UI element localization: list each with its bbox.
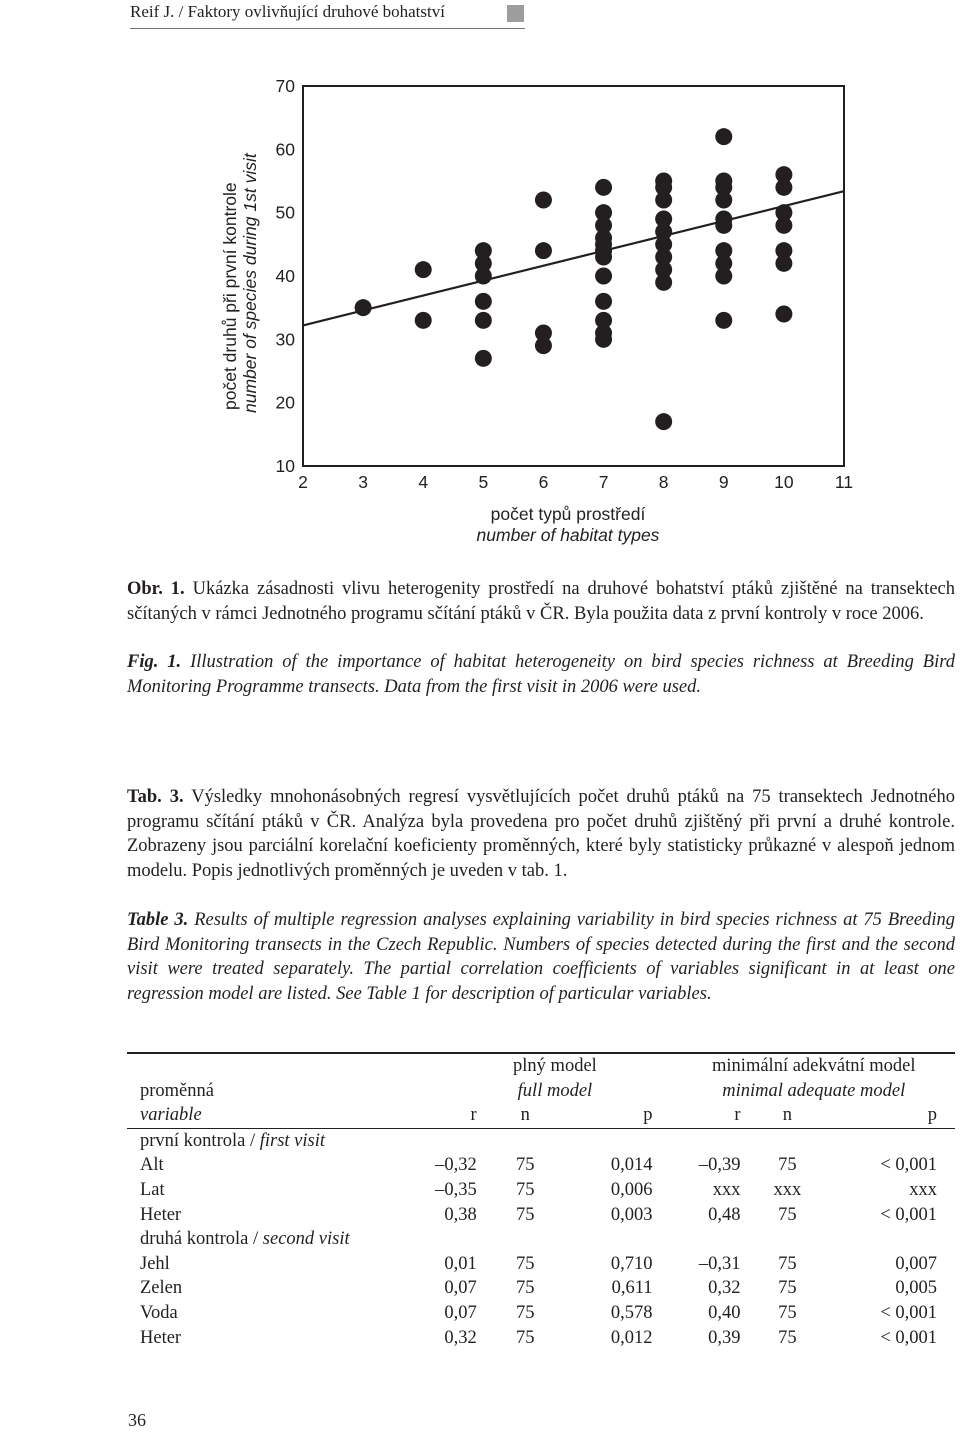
cell-r-min: 0,32 bbox=[708, 1278, 741, 1299]
cell-p-full: 0,611 bbox=[611, 1278, 653, 1299]
header-p-min: p bbox=[834, 1103, 955, 1128]
x-tick-label: 9 bbox=[718, 472, 729, 492]
y-tick-labels bbox=[276, 76, 296, 476]
cell-n-full: 75 bbox=[516, 1302, 535, 1323]
cell-r-full: 0,32 bbox=[444, 1327, 477, 1348]
page-number: 36 bbox=[128, 1410, 146, 1430]
cell-p-full: 0,014 bbox=[610, 1155, 653, 1176]
data-point bbox=[775, 306, 792, 323]
header-min-model-cz: minimální adekvátní model bbox=[653, 1053, 955, 1079]
cell-r-min: –0,39 bbox=[698, 1155, 741, 1176]
data-point bbox=[595, 179, 612, 196]
group-label-cz: druhá kontrola / bbox=[140, 1229, 263, 1250]
x-tick-label: 5 bbox=[478, 472, 489, 492]
cell-n-min: 75 bbox=[778, 1253, 797, 1274]
table-row bbox=[127, 1203, 955, 1228]
data-point bbox=[415, 261, 432, 278]
cell-p-min: < 0,001 bbox=[880, 1302, 937, 1323]
cell-p-min: < 0,001 bbox=[880, 1155, 937, 1176]
cell-variable: Zelen bbox=[140, 1278, 183, 1299]
x-tick-labels bbox=[298, 472, 853, 492]
data-point bbox=[415, 312, 432, 329]
data-point bbox=[775, 179, 792, 196]
cell-r-full: 0,07 bbox=[444, 1302, 477, 1323]
data-point bbox=[355, 299, 372, 316]
y-tick-label: 40 bbox=[275, 266, 295, 286]
x-tick-label: 4 bbox=[418, 472, 429, 492]
x-tick-label: 8 bbox=[658, 472, 669, 492]
cell-p-min: 0,005 bbox=[895, 1278, 937, 1299]
running-header: Reif J. / Faktory ovlivňující druhové bohatství bbox=[130, 2, 445, 21]
cell-r-min: 0,39 bbox=[708, 1327, 741, 1348]
table-caption-text-en: Results of multiple regression analyses explaining variability in bird species richness at 75 Breeding Bird Monitoring transects in the Czech Republic. Numbers of species detected during the first and the second visit were treated separately. The partial correlation coefficients of variables significant in at least one regression model are listed. See Table 1 for description of particular variables. bbox=[127, 910, 955, 1004]
x-tick-label: 3 bbox=[358, 472, 368, 492]
cell-r-full: 0,01 bbox=[444, 1253, 477, 1274]
table-row bbox=[127, 1178, 955, 1203]
cell-variable: Lat bbox=[140, 1179, 165, 1200]
data-point bbox=[715, 268, 732, 285]
header-min-model-en: minimal adequate model bbox=[722, 1080, 906, 1101]
cell-n-min: 75 bbox=[778, 1302, 797, 1323]
data-point bbox=[775, 255, 792, 272]
header-n: n bbox=[477, 1103, 574, 1128]
regression-line bbox=[303, 191, 844, 325]
cell-p-min: xxx bbox=[909, 1179, 937, 1200]
x-axis-label-cz: počet typů prostředí bbox=[490, 504, 646, 524]
table-caption-cz bbox=[127, 785, 955, 883]
data-point bbox=[475, 293, 492, 310]
cell-n-full: 75 bbox=[516, 1204, 535, 1225]
x-tick-label: 10 bbox=[774, 472, 794, 492]
cell-p-min: < 0,001 bbox=[880, 1327, 937, 1348]
x-tick-label: 6 bbox=[538, 472, 549, 492]
header-full-model-en: full model bbox=[517, 1080, 593, 1101]
data-point bbox=[715, 192, 732, 209]
y-tick-label: 70 bbox=[275, 76, 295, 96]
data-point bbox=[475, 312, 492, 329]
caption-label-cz: Obr. 1. bbox=[127, 579, 185, 599]
cell-n-full: 75 bbox=[516, 1179, 535, 1200]
cell-n-full: 75 bbox=[516, 1155, 535, 1176]
first-visit-rows bbox=[127, 1153, 955, 1227]
group-label-en: first visit bbox=[259, 1130, 325, 1151]
group-row-second-visit bbox=[127, 1227, 955, 1252]
y-tick-label: 50 bbox=[275, 202, 295, 223]
group-label-cz: první kontrola / bbox=[140, 1130, 260, 1151]
data-point bbox=[715, 128, 732, 145]
cell-n-min: 75 bbox=[778, 1278, 797, 1299]
header-r-min: r bbox=[653, 1103, 741, 1128]
cell-p-full: 0,710 bbox=[610, 1253, 653, 1274]
y-axis-label-en: number of species during 1st visit bbox=[240, 153, 260, 413]
cell-n-full: 75 bbox=[516, 1253, 535, 1274]
cell-r-full: –0,35 bbox=[435, 1179, 477, 1200]
cell-n-min: 75 bbox=[778, 1155, 797, 1176]
plot-frame bbox=[303, 86, 844, 466]
data-point bbox=[595, 293, 612, 310]
cell-variable: Alt bbox=[140, 1155, 164, 1176]
header-variable-cz: proměnná bbox=[140, 1080, 214, 1101]
data-point bbox=[535, 337, 552, 354]
cell-r-min: –0,31 bbox=[698, 1253, 741, 1274]
caption-text-cz: Ukázka zásadnosti vlivu heterogenity prostředí na druhové bohatství ptáků zjištěné na transektech sčítaných v rámci Jednotného programu sčítání ptáků v ČR. Byla použita data z první kontroly v roce 2006. bbox=[127, 579, 955, 624]
data-points bbox=[355, 128, 793, 430]
y-tick-label: 10 bbox=[275, 456, 295, 476]
cell-r-full: –0,32 bbox=[435, 1155, 477, 1176]
cell-n-min: 75 bbox=[778, 1327, 797, 1348]
data-point bbox=[655, 413, 672, 430]
y-tick-label: 60 bbox=[275, 139, 295, 160]
table-label-en: Table 3. bbox=[127, 910, 189, 930]
header-variable-en: variable bbox=[127, 1103, 427, 1128]
caption-text-en: Illustration of the importance of habitat heterogeneity on bird species richness at Breeding Bird Monitoring Programme transects. Data from the first visit in 2006 were used. bbox=[127, 652, 956, 697]
table-header-row-3 bbox=[127, 1103, 955, 1128]
cell-variable: Voda bbox=[140, 1302, 178, 1323]
cell-p-full: 0,003 bbox=[610, 1204, 653, 1225]
header-n-min: n bbox=[741, 1103, 835, 1128]
data-point bbox=[535, 192, 552, 209]
x-axis-label-en: number of habitat types bbox=[476, 525, 660, 545]
x-tick-label: 11 bbox=[834, 472, 854, 492]
cell-r-min: 0,48 bbox=[708, 1204, 741, 1225]
cell-p-full: 0,578 bbox=[610, 1302, 653, 1323]
data-point bbox=[535, 242, 552, 259]
scatter-chart bbox=[0, 0, 960, 560]
table-row bbox=[127, 1153, 955, 1178]
cell-r-min: xxx bbox=[712, 1179, 741, 1200]
figure-caption-en bbox=[127, 650, 955, 699]
header-p: p bbox=[574, 1103, 653, 1128]
data-point bbox=[655, 274, 672, 291]
table-header-row-2 bbox=[127, 1079, 955, 1104]
figure-caption-cz bbox=[127, 577, 955, 626]
header-full-model-cz: plný model bbox=[427, 1053, 652, 1079]
cell-variable: Jehl bbox=[140, 1253, 170, 1274]
table-row bbox=[127, 1276, 955, 1301]
x-tick-label: 7 bbox=[598, 472, 609, 492]
x-tick-label: 2 bbox=[298, 472, 308, 492]
table-row bbox=[127, 1326, 955, 1351]
cell-r-full: 0,07 bbox=[444, 1278, 477, 1299]
y-axis-label-cz: počet druhů při první kontrole bbox=[220, 182, 240, 410]
data-point bbox=[655, 192, 672, 209]
cell-variable: Heter bbox=[140, 1327, 182, 1348]
table-caption-en bbox=[127, 908, 955, 1006]
header-r: r bbox=[427, 1103, 476, 1128]
group-label-en: second visit bbox=[262, 1229, 350, 1250]
caption-label-en: Fig. 1. bbox=[127, 652, 182, 672]
group-row-first-visit bbox=[127, 1128, 955, 1153]
table-caption-text-cz: Výsledky mnohonásobných regresí vysvětlujících počet druhů ptáků na 75 transektech Jednotného programu sčítání ptáků v ČR. Analýza byla provedena pro počet druhů zjištěný při první a druhé kontrole. Zobrazeny jsou parciální korelační koeficienty proměnných, které byly statisticky průkazné v alespoň jednom modelu. Popis jednotlivých proměnných je uveden v tab. 1. bbox=[127, 787, 955, 881]
data-point bbox=[475, 350, 492, 367]
results-table bbox=[127, 1052, 955, 1350]
table-label-cz: Tab. 3. bbox=[127, 787, 184, 807]
cell-p-min: 0,007 bbox=[895, 1253, 937, 1274]
second-visit-rows bbox=[127, 1252, 955, 1350]
cell-variable: Heter bbox=[140, 1204, 182, 1225]
cell-n-min: 75 bbox=[778, 1204, 797, 1225]
y-tick-label: 20 bbox=[275, 392, 295, 413]
data-point bbox=[715, 312, 732, 329]
cell-p-full: 0,006 bbox=[610, 1179, 653, 1200]
cell-n-full: 75 bbox=[516, 1327, 535, 1348]
table-row bbox=[127, 1252, 955, 1277]
cell-p-full: 0,012 bbox=[610, 1327, 653, 1348]
y-tick-label: 30 bbox=[275, 329, 295, 350]
data-point bbox=[595, 268, 612, 285]
cell-r-full: 0,38 bbox=[444, 1204, 477, 1225]
data-point bbox=[595, 331, 612, 348]
table-header-row-1 bbox=[127, 1053, 955, 1079]
cell-n-full: 75 bbox=[516, 1278, 535, 1299]
cell-p-min: < 0,001 bbox=[880, 1204, 937, 1225]
cell-n-min: xxx bbox=[773, 1179, 802, 1200]
data-point bbox=[775, 217, 792, 234]
cell-r-min: 0,40 bbox=[708, 1302, 741, 1323]
table-row bbox=[127, 1301, 955, 1326]
